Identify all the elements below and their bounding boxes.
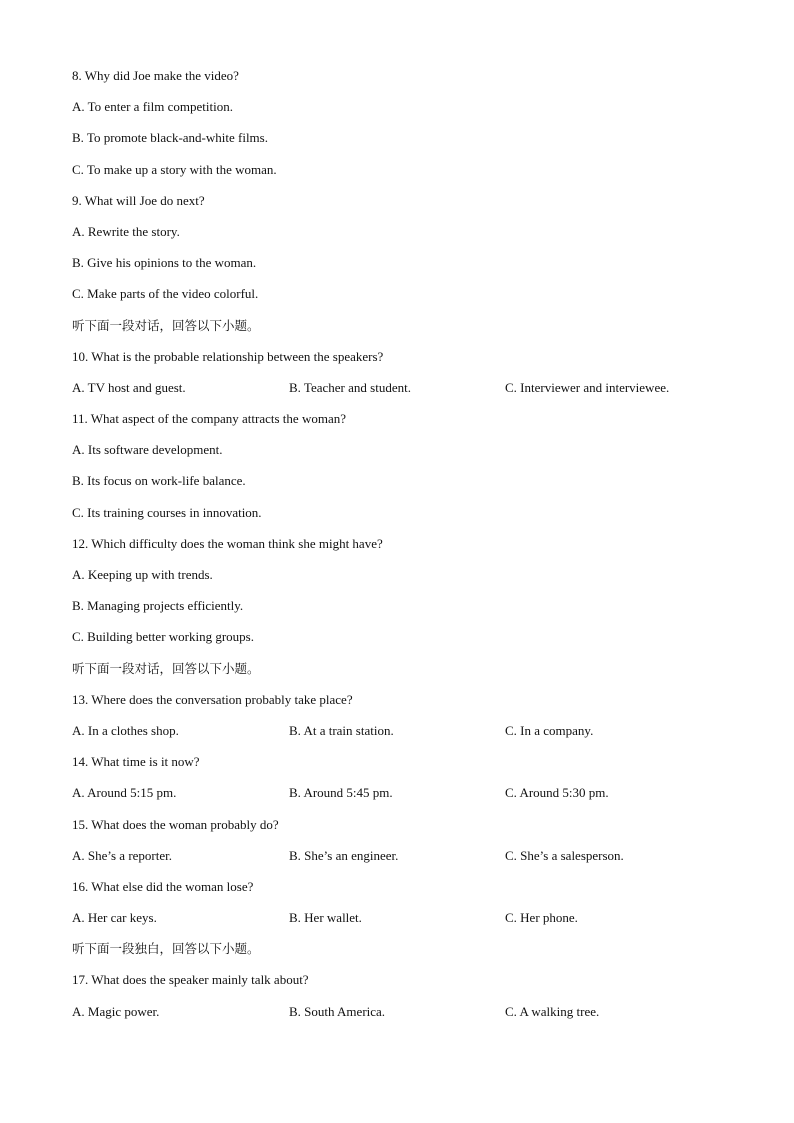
question-9-option-b: B. Give his opinions to the woman. — [72, 255, 257, 271]
question-15-option-b: B. She’s an engineer. — [289, 847, 399, 863]
question-10-option-b: B. Teacher and student. — [289, 379, 411, 395]
question-14-option-a: A. Around 5:15 pm. — [72, 785, 177, 801]
question-14-option-b: B. Around 5:45 pm. — [289, 785, 393, 801]
question-11-option-a: A. Its software development. — [72, 442, 223, 458]
question-10-option-a: A. TV host and guest. — [72, 379, 186, 395]
question-8-option-b: B. To promote black-and-white films. — [72, 130, 268, 146]
question-8-option-a: A. To enter a film competition. — [72, 99, 233, 115]
question-14-options — [72, 783, 732, 814]
question-10-option-c: C. Interviewer and interviewee. — [505, 379, 670, 395]
question-16-options — [72, 908, 732, 939]
question-14-option-c: C. Around 5:30 pm. — [505, 785, 609, 801]
question-13-option-c: C. In a company. — [505, 722, 594, 738]
question-12-option-c: C. Building better working groups. — [72, 629, 254, 645]
question-16-option-b: B. Her wallet. — [289, 910, 362, 926]
question-9: 9. What will Joe do next? — [72, 192, 205, 208]
question-15-option-a: A. She’s a reporter. — [72, 847, 173, 863]
question-11-option-b: B. Its focus on work-life balance. — [72, 473, 246, 489]
question-8-option-c: C. To make up a story with the woman. — [72, 161, 277, 177]
question-13-option-a: A. In a clothes shop. — [72, 722, 179, 738]
section-instruction-dialogue-2: 听下面一段对话，回答以下小题。 — [72, 660, 260, 676]
question-13-option-b: B. At a train station. — [289, 722, 394, 738]
question-13-options — [72, 721, 732, 752]
question-12-option-b: B. Managing projects efficiently. — [72, 598, 244, 614]
question-16-option-c: C. Her phone. — [505, 910, 578, 926]
question-17-option-c: C. A walking tree. — [505, 1003, 600, 1019]
exam-page — [72, 66, 732, 1033]
question-17-option-a: A. Magic power. — [72, 1003, 160, 1019]
question-14: 14. What time is it now? — [72, 754, 200, 770]
question-10-options — [72, 378, 732, 409]
question-17-option-b: B. South America. — [289, 1003, 386, 1019]
section-instruction-monologue: 听下面一段独白，回答以下小题。 — [72, 941, 260, 957]
question-17-options — [72, 1002, 732, 1033]
question-15: 15. What does the woman probably do? — [72, 816, 279, 832]
question-9-option-a: A. Rewrite the story. — [72, 223, 180, 239]
question-11: 11. What aspect of the company attracts the woman? — [72, 411, 346, 427]
question-17: 17. What does the speaker mainly talk about? — [72, 972, 309, 988]
question-12: 12. Which difficulty does the woman think she might have? — [72, 535, 383, 551]
question-16: 16. What else did the woman lose? — [72, 878, 254, 894]
question-15-option-c: C. She’s a salesperson. — [505, 847, 624, 863]
question-16-option-a: A. Her car keys. — [72, 910, 157, 926]
question-11-option-c: C. Its training courses in innovation. — [72, 504, 262, 520]
question-10: 10. What is the probable relationship between the speakers? — [72, 348, 384, 364]
question-9-option-c: C. Make parts of the video colorful. — [72, 286, 259, 302]
question-13: 13. Where does the conversation probably take place? — [72, 691, 353, 707]
section-instruction-dialogue-1: 听下面一段对话，回答以下小题。 — [72, 317, 260, 333]
question-12-option-a: A. Keeping up with trends. — [72, 567, 213, 582]
question-15-options — [72, 846, 732, 877]
question-8: 8. Why did Joe make the video? — [72, 68, 239, 83]
